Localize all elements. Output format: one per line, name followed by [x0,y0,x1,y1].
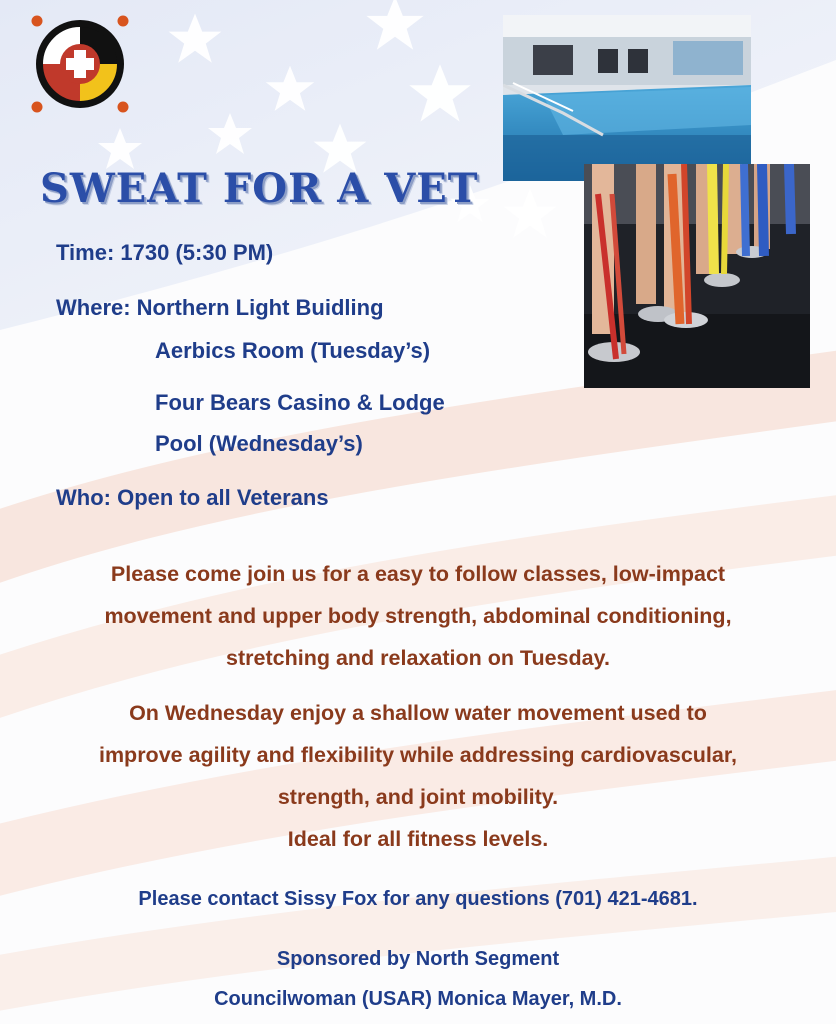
wednesday-description-line: Ideal for all fitness levels. [287,827,549,851]
tuesday-description [20,553,816,679]
exercise-photo [584,164,810,388]
location-four-bears-casino: Four Bears Casino & Lodge [155,390,445,415]
time-info: Time: 1730 (5:30 PM) [56,240,274,265]
who-info: Who: Open to all Veterans [56,485,329,510]
tuesday-description-line: Please come join us for a easy to follow classes, low-impact [110,562,726,586]
sponsor-block [0,942,836,1016]
wednesday-description [20,692,816,860]
pool-photo [503,15,751,181]
location-aerobics-room: Aerbics Room (Tuesday’s) [155,338,431,363]
contact-info: Please contact Sissy Fox for any questions (701) 421-4681. [138,888,698,910]
flyer-title: SWEAT FOR A VET [40,165,479,212]
wednesday-description-line: On Wednesday enjoy a shallow water movement used to [129,701,707,725]
tuesday-description-line: movement and upper body strength, abdominal conditioning, [104,604,732,628]
location-pool: Pool (Wednesday’s) [155,431,363,456]
sponsor-line: Sponsored by North Segment [276,948,560,970]
logo-medical-cross-icon [28,12,132,116]
tuesday-description-line: stretching and relaxation on Tuesday. [226,646,610,670]
wednesday-description-line: improve agility and flexibility while addressing cardiovascular, [98,743,738,767]
where-info: Where: Northern Light Buidling [56,295,384,320]
wednesday-description-line: strength, and joint mobility. [277,785,559,809]
sponsor-name: Councilwoman (USAR) Monica Mayer, M.D. [214,988,622,1010]
